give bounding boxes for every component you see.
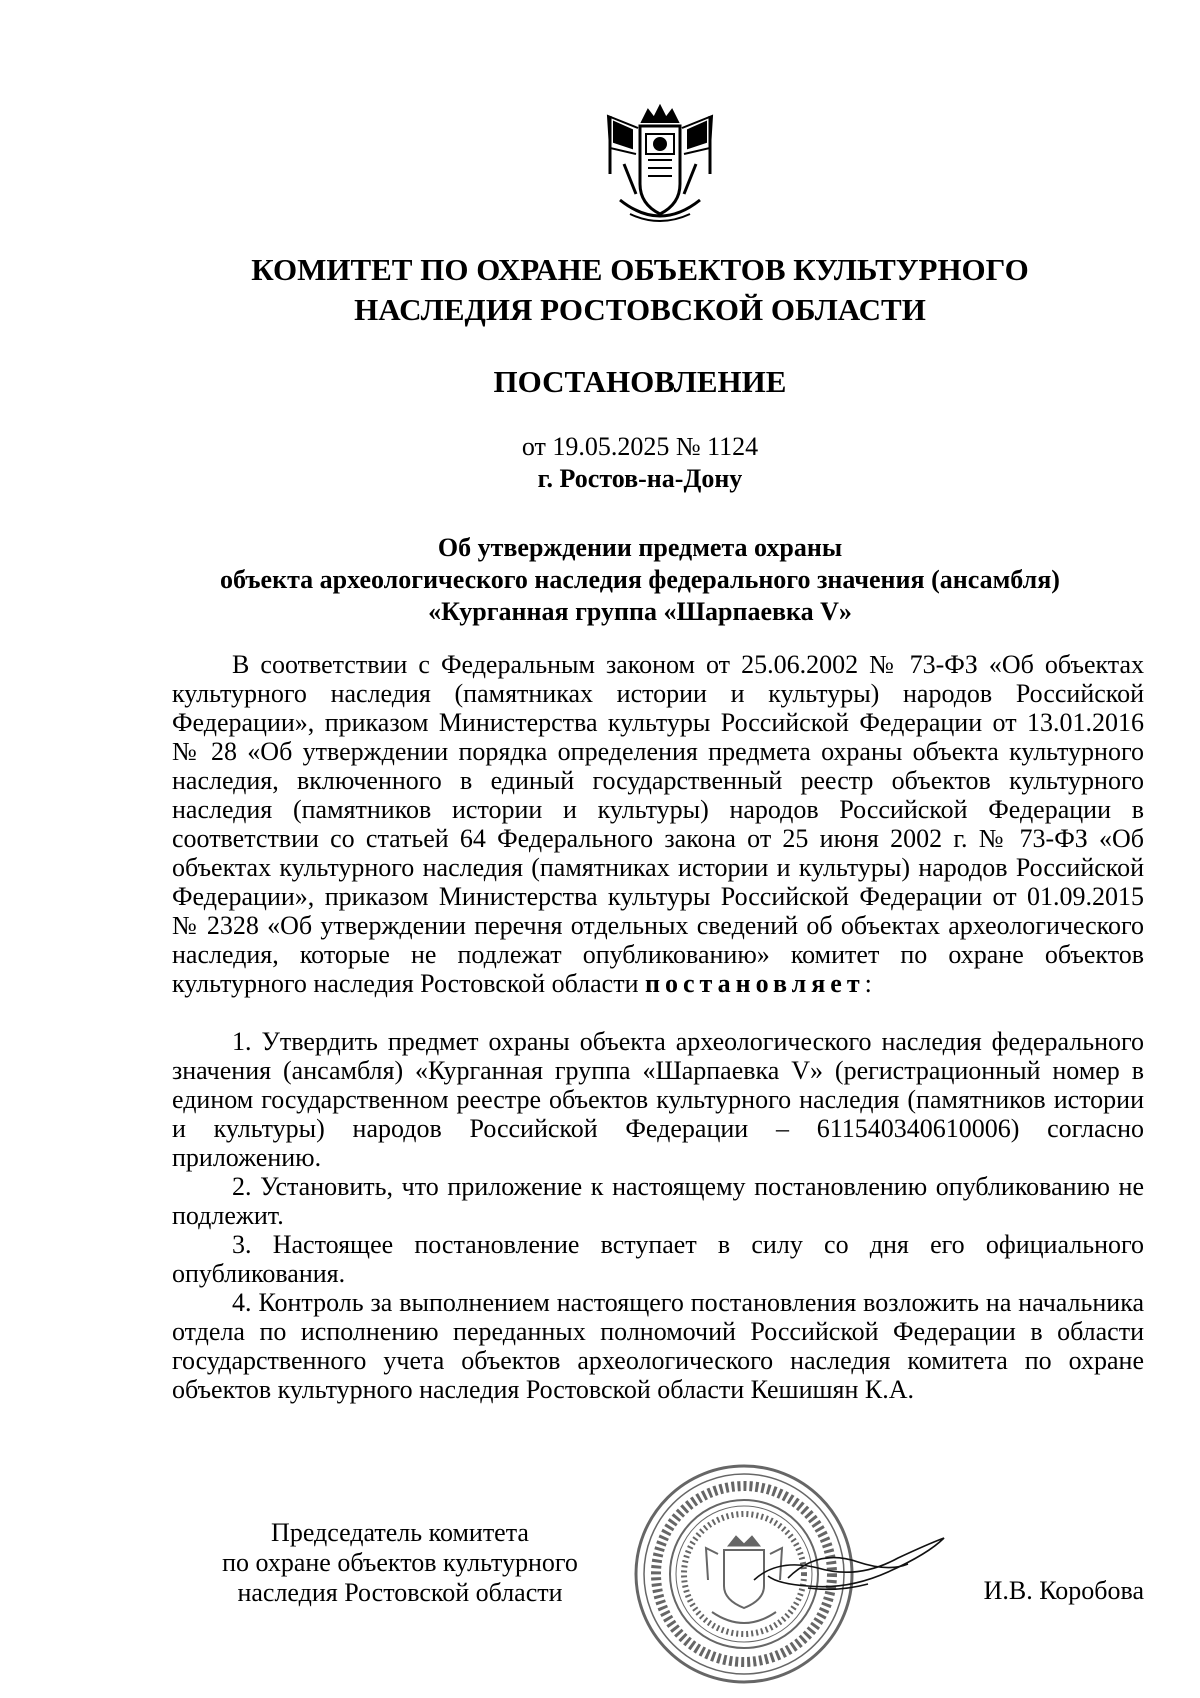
subject-line2: объекта археологического наследия федерального значения (ансамбля) (220, 565, 1060, 594)
document-subject (160, 532, 1120, 628)
list-item: 2. Установить, что приложение к настоящему постановлению опубликованию не подлежит. (172, 1172, 1144, 1230)
document-city: г. Ростов-на-Дону (537, 464, 743, 493)
signatory-title-line3: наследия Ростовской области (237, 1578, 563, 1607)
document-type: ПОСТАНОВЛЕНИЕ (493, 364, 787, 399)
list-item: 4. Контроль за выполнением настоящего постановления возложить на начальника отдела по исполнению переданных полномочий Российской Федерации в области государственного учета объектов археологического наследия комитета по охране объектов культурного наследия Ростовской области Кешишян К.А. (172, 1288, 1144, 1404)
organization-name-line1: КОМИТЕТ ПО ОХРАНЕ ОБЪЕКТОВ КУЛЬТУРНОГО (251, 252, 1029, 287)
signatory-title-line1: Председатель комитета (271, 1518, 529, 1547)
subject-line3: «Курганная группа «Шарпаевка V» (428, 597, 852, 626)
handwritten-signature (748, 1528, 948, 1608)
subject-line1: Об утверждении предмета охраны (437, 533, 843, 562)
list-item: 1. Утвердить предмет охраны объекта археологического наследия федерального значения (ансамбля) «Курганная группа «Шарпаевка V» (регистрационный номер в едином государственном реестре объектов культурного наследия (памятников истории и культуры) народов Российской Федерации – 611540340610006) согласно приложению. (172, 1027, 1144, 1172)
coat-of-arms-emblem (600, 104, 720, 236)
document-date-number: от 19.05.2025 № 1124 (521, 432, 759, 461)
document-body (172, 650, 1144, 1404)
preamble-text: В соответствии с Федеральным законом от 25.06.2002 № 73-ФЗ «Об объектах культурного наследия (памятниках истории и культуры) народов Российской Федерации», приказом Министерства культуры Российской Федерации от 13.01.2016 № 28 «Об утверждении порядка определения предмета охраны объекта культурного наследия, включенного в единый государственный реестр объектов культурного наследия (памятников истории и культуры) народов Российской Федерации в соответствии со статьей 64 Федерального закона от 25 июня 2002 г. № 73-ФЗ «Об объектах культурного наследия (памятниках истории и культуры) народов Российской Федерации», приказом Министерства культуры Российской Федерации от 01.09.2015 № 2328 «Об утверждении перечня отдельных сведений об объектах археологического наследия, которые не подлежат опубликованию» комитет по охране объектов культурного наследия Ростовской области (172, 650, 1144, 998)
signer-name: И.В. Коробова (983, 1576, 1144, 1605)
preamble-paragraph (172, 650, 1144, 998)
decree-word: постановляет (645, 969, 865, 998)
organization-name-line2: НАСЛЕДИЯ РОСТОВСКОЙ ОБЛАСТИ (354, 292, 926, 327)
preamble-colon: : (864, 969, 872, 998)
organization-name (160, 250, 1120, 330)
signatory-title-line2: по охране объектов культурного (222, 1548, 578, 1577)
list-item: 3. Настоящее постановление вступает в силу со дня его официального опубликования. (172, 1230, 1144, 1288)
signatory-title (190, 1518, 610, 1608)
